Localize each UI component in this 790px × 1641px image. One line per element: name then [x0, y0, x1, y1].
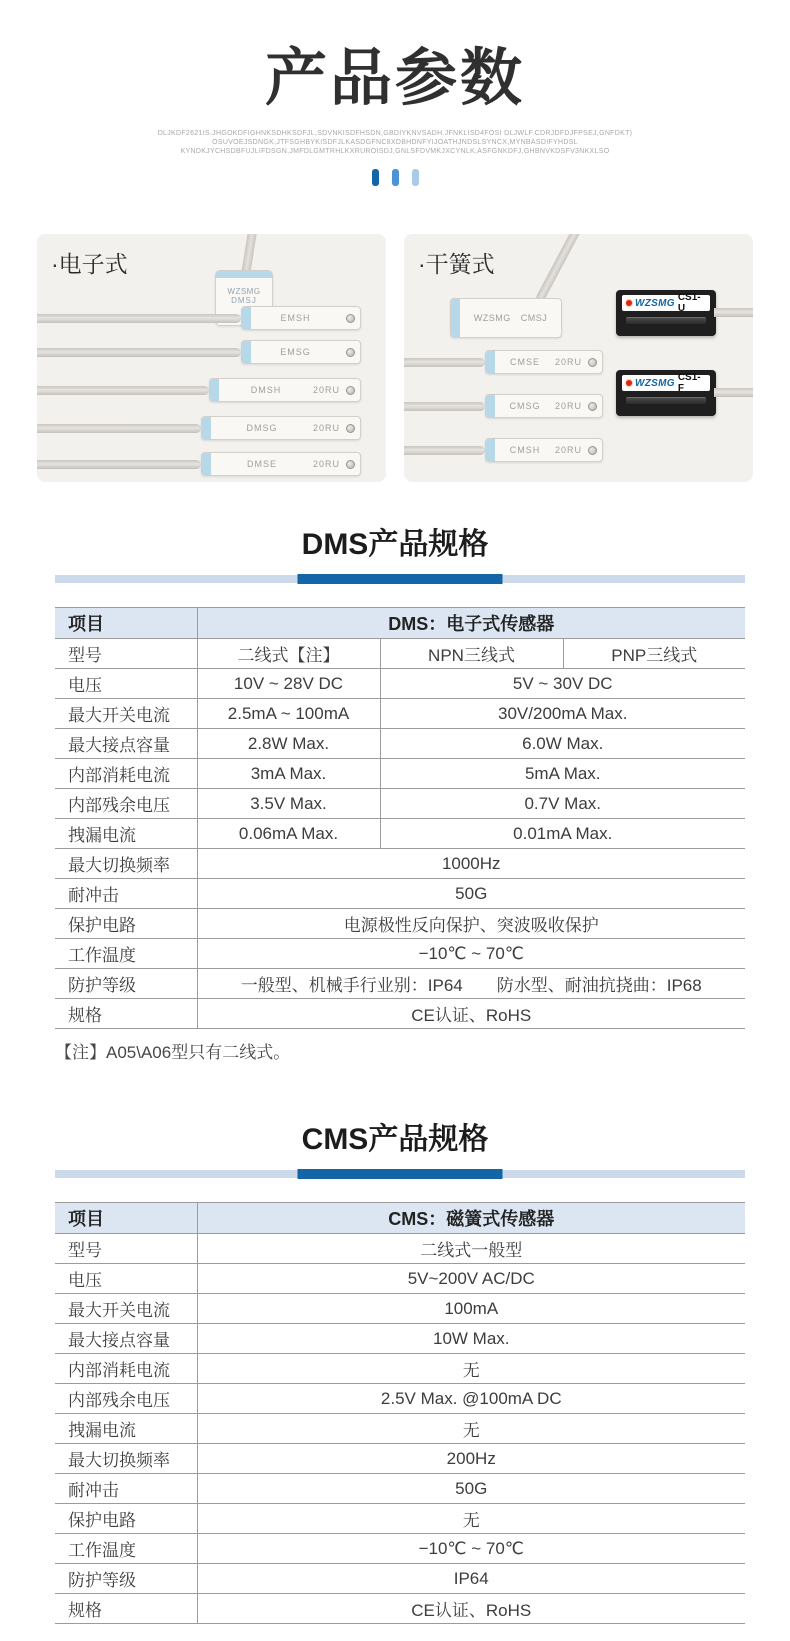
sensor-row [404, 394, 603, 418]
sensor-size: 20RU [554, 357, 582, 367]
dms-section-title: DMS产品规格 [301, 528, 489, 561]
table-row [55, 1534, 745, 1564]
spec-value-cell: 无 [197, 1354, 745, 1384]
block-groove [626, 317, 706, 324]
spec-label-cell: 工作温度 [55, 1534, 197, 1564]
spec-label-cell: 最大接点容量 [55, 729, 197, 759]
screw-icon [346, 314, 355, 323]
sensor-cable [535, 234, 582, 303]
spec-value-cell: 二线式一般型 [197, 1234, 745, 1264]
spec-label-cell: 内部消耗电流 [55, 1354, 197, 1384]
hanging-sensor [450, 298, 562, 338]
fineprint-line: KYNDKJYCHSDBFUJLIFDSGN,JMFDLGMTRHLKXRUROISDJ,GNLSFDVMKJXCYNLK,ASFGNKDFJ,GHBNVKDSFV3NKXLSO [180, 148, 610, 155]
header-item-cell: 项目 [55, 1203, 197, 1234]
led-indicator-icon [626, 380, 632, 386]
spec-label-cell: 规格 [55, 999, 197, 1029]
spec-value-cell: CE认证、RoHS [197, 999, 745, 1029]
spec-value-cell: 无 [197, 1414, 745, 1444]
spec-value-cell: 6.0W Max. [380, 729, 745, 759]
sensor-model: EMSG [280, 347, 311, 357]
cms-section [0, 1123, 790, 1624]
block-model: CS1-F [677, 372, 701, 394]
sensor-cable [37, 348, 241, 357]
spec-label-cell: 保护电路 [55, 1504, 197, 1534]
spec-value-cell: −10℃ ~ 70℃ [197, 939, 745, 969]
sensor-tip [486, 351, 495, 373]
dms-spec-table [55, 607, 745, 1029]
sensor-model: CMSG [509, 401, 541, 411]
sensor-row [404, 438, 603, 462]
spec-label-cell: 防护等级 [55, 969, 197, 999]
table-row [55, 1414, 745, 1444]
sensor-row [37, 340, 361, 364]
block-sensor-cs1u [616, 290, 716, 336]
dms-note: 【注】A05\A06型只有二线式。 [55, 1043, 291, 1062]
dot-dark-icon [372, 169, 379, 186]
spec-value-cell: 5V ~ 30V DC [380, 669, 745, 699]
screw-icon [588, 446, 597, 455]
sensor-body [201, 452, 361, 476]
sensor-text [460, 313, 561, 323]
sensor-model: CMSH [509, 445, 541, 455]
sensor-body [241, 306, 361, 330]
sensor-tip [242, 307, 251, 329]
spec-value-cell: 电源极性反向保护、突波吸收保护 [197, 909, 745, 939]
card-label-reed: ·干簧式 [418, 251, 495, 277]
spec-value-cell: 10V ~ 28V DC [197, 669, 380, 699]
spec-value-cell: −10℃ ~ 70℃ [197, 1534, 745, 1564]
sensor-tip [202, 417, 211, 439]
table-row [55, 1294, 745, 1324]
gallery-card-electronic [37, 234, 386, 482]
title-underline-accent [298, 574, 503, 584]
table-row [55, 1564, 745, 1594]
decorative-fineprint [0, 129, 790, 156]
table-row [55, 729, 745, 759]
table-row [55, 819, 745, 849]
sensor-cable [714, 388, 753, 397]
page-title: 产品参数 [264, 44, 525, 113]
fineprint-line: DLJKDF2621IS.JHGOKDFIGHNKSDHKSDFJL,SDVNKISDFHSDN,GBDIYKNVSADH.JFNKLISD4FOSI DLJWLF.CDRJDFDJFPSEJ,GNFDKT) [157, 130, 633, 137]
sensor-model: DMSG [246, 423, 278, 433]
screw-icon [346, 460, 355, 469]
sensor-row [404, 350, 603, 374]
table-row [55, 939, 745, 969]
spec-value-cell: 5mA Max. [380, 759, 745, 789]
spec-value-cell: 100mA [197, 1294, 745, 1324]
led-indicator-icon [626, 300, 632, 306]
spec-label-cell: 保护电路 [55, 909, 197, 939]
sensor-model: DMSJ [231, 296, 257, 305]
sensor-cable [404, 402, 485, 411]
spec-label-cell: 工作温度 [55, 939, 197, 969]
sensor-cable [241, 234, 257, 274]
sensor-row [37, 378, 361, 402]
sensor-size: 20RU [312, 423, 340, 433]
sensor-brand: WZSMG [227, 287, 261, 296]
spec-label-cell: 耐冲击 [55, 1474, 197, 1504]
table-row [55, 1324, 745, 1354]
block-label [622, 292, 710, 314]
table-row [55, 1444, 745, 1474]
sensor-row [37, 452, 361, 476]
spec-label-cell: 电压 [55, 669, 197, 699]
spec-label-cell: 最大接点容量 [55, 1324, 197, 1354]
sensor-tip [486, 395, 495, 417]
table-row [55, 669, 745, 699]
spec-label-cell: 拽漏电流 [55, 1414, 197, 1444]
table-row [55, 879, 745, 909]
sensor-row [37, 306, 361, 330]
spec-label-cell: 规格 [55, 1594, 197, 1624]
fineprint-line: OSUVOEJSDNGK,JTFSGHBYKISDFJLKASDGFNC8XDBHDNFYIJOATHJNDSLSYNCX,MYNBASDIFYHDSL [212, 139, 578, 146]
spec-label-cell: 型号 [55, 1234, 197, 1264]
spec-value-cell: 2.8W Max. [197, 729, 380, 759]
sensor-body [241, 340, 361, 364]
spec-value-cell: CE认证、RoHS [197, 1594, 745, 1624]
sensor-cable [404, 358, 485, 367]
hero-section [0, 0, 790, 186]
title-underline [55, 1170, 745, 1178]
sensor-size: 20RU [554, 445, 582, 455]
cms-section-title: CMS产品规格 [301, 1123, 489, 1156]
divider-dots [0, 169, 790, 186]
spec-label-cell: 内部残余电压 [55, 1384, 197, 1414]
spec-value-cell: 3.5V Max. [197, 789, 380, 819]
sensor-row [37, 416, 361, 440]
table-row [55, 849, 745, 879]
sensor-body [209, 378, 361, 402]
sensor-model: CMSJ [520, 313, 548, 323]
table-row [55, 1594, 745, 1624]
spec-value-cell: NPN三线式 [380, 639, 563, 669]
table-row [55, 1384, 745, 1414]
sensor-model: CMSE [509, 357, 540, 367]
spec-value-cell: 3mA Max. [197, 759, 380, 789]
spec-label-cell: 最大开关电流 [55, 1294, 197, 1324]
spec-label-cell: 内部消耗电流 [55, 759, 197, 789]
table-header-row [55, 1203, 745, 1234]
gallery-card-reed [404, 234, 753, 482]
sensor-brand: WZSMG [473, 313, 511, 323]
spec-value-cell: 30V/200mA Max. [380, 699, 745, 729]
sensor-tip [202, 453, 211, 475]
sensor-size: 20RU [312, 459, 340, 469]
sensor-tip [451, 299, 460, 337]
table-row [55, 699, 745, 729]
spec-label-cell: 最大切换频率 [55, 1444, 197, 1474]
table-row [55, 1234, 745, 1264]
spec-value-cell: 5V~200V AC/DC [197, 1264, 745, 1294]
spec-label-cell: 最大切换频率 [55, 849, 197, 879]
table-row [55, 909, 745, 939]
spec-value-cell: 无 [197, 1504, 745, 1534]
sensor-cable [37, 460, 201, 469]
sensor-cable [37, 386, 209, 395]
sensor-model: DMSH [250, 385, 282, 395]
screw-icon [346, 424, 355, 433]
sensor-tip [242, 341, 251, 363]
header-desc-cell: CMS：磁簧式传感器 [197, 1203, 745, 1234]
spec-value-cell: 2.5V Max. @100mA DC [197, 1384, 745, 1414]
screw-icon [346, 348, 355, 357]
sensor-body [201, 416, 361, 440]
table-header-row [55, 608, 745, 639]
block-groove [626, 397, 706, 404]
spec-value-cell: 0.01mA Max. [380, 819, 745, 849]
card-label-electronic: ·电子式 [51, 251, 128, 277]
spec-value-cell: 50G [197, 1474, 745, 1504]
sensor-cable [37, 424, 201, 433]
spec-value-cell: 二线式【注】 [197, 639, 380, 669]
block-sensor-cs1f [616, 370, 716, 416]
cms-spec-table [55, 1202, 745, 1624]
spec-label-cell: 耐冲击 [55, 879, 197, 909]
sensor-model: DMSE [246, 459, 277, 469]
block-brand: WZSMG [635, 297, 675, 309]
sensor-tip [210, 379, 219, 401]
sensor-size: 20RU [312, 385, 340, 395]
sensor-cable [37, 314, 241, 323]
spec-value-cell: IP64 [197, 1564, 745, 1594]
spec-value-cell: 200Hz [197, 1444, 745, 1474]
spec-value-cell: 0.7V Max. [380, 789, 745, 819]
spec-label-cell: 拽漏电流 [55, 819, 197, 849]
dot-mid-icon [392, 169, 399, 186]
product-gallery [37, 234, 753, 482]
table-row [55, 1504, 745, 1534]
sensor-tip [486, 439, 495, 461]
spec-label-cell: 型号 [55, 639, 197, 669]
dot-light-icon [412, 169, 419, 186]
spec-label-cell: 内部残余电压 [55, 789, 197, 819]
spec-label-cell: 最大开关电流 [55, 699, 197, 729]
sensor-body [485, 350, 603, 374]
sensor-body [485, 394, 603, 418]
sensor-model: EMSH [280, 313, 311, 323]
sensor-cable [404, 446, 485, 455]
table-row [55, 969, 745, 999]
spec-value-cell: 2.5mA ~ 100mA [197, 699, 380, 729]
table-row [55, 1354, 745, 1384]
block-brand: WZSMG [635, 377, 675, 389]
sensor-cable [714, 308, 753, 317]
table-row [55, 759, 745, 789]
spec-label-cell: 防护等级 [55, 1564, 197, 1594]
sensor-body [485, 438, 603, 462]
block-label [622, 372, 710, 394]
dms-section [0, 528, 790, 1063]
spec-label-cell: 电压 [55, 1264, 197, 1294]
table-row [55, 639, 745, 669]
header-item-cell: 项目 [55, 608, 197, 639]
title-underline [55, 575, 745, 583]
sensor-size: 20RU [554, 401, 582, 411]
table-row [55, 1474, 745, 1504]
screw-icon [588, 402, 597, 411]
block-model: CS1-U [677, 292, 701, 314]
spec-value-cell: PNP三线式 [563, 639, 745, 669]
table-row [55, 789, 745, 819]
screw-icon [346, 386, 355, 395]
table-row [55, 1264, 745, 1294]
header-desc-cell: DMS：电子式传感器 [197, 608, 745, 639]
spec-value-cell: 一般型、机械手行业别：IP64 防水型、耐油抗挠曲：IP68 [197, 969, 745, 999]
spec-value-cell: 1000Hz [197, 849, 745, 879]
title-underline-accent [298, 1169, 503, 1179]
sensor-clip [216, 271, 272, 278]
screw-icon [588, 358, 597, 367]
spec-value-cell: 50G [197, 879, 745, 909]
table-row [55, 999, 745, 1029]
spec-value-cell: 10W Max. [197, 1324, 745, 1354]
spec-value-cell: 0.06mA Max. [197, 819, 380, 849]
